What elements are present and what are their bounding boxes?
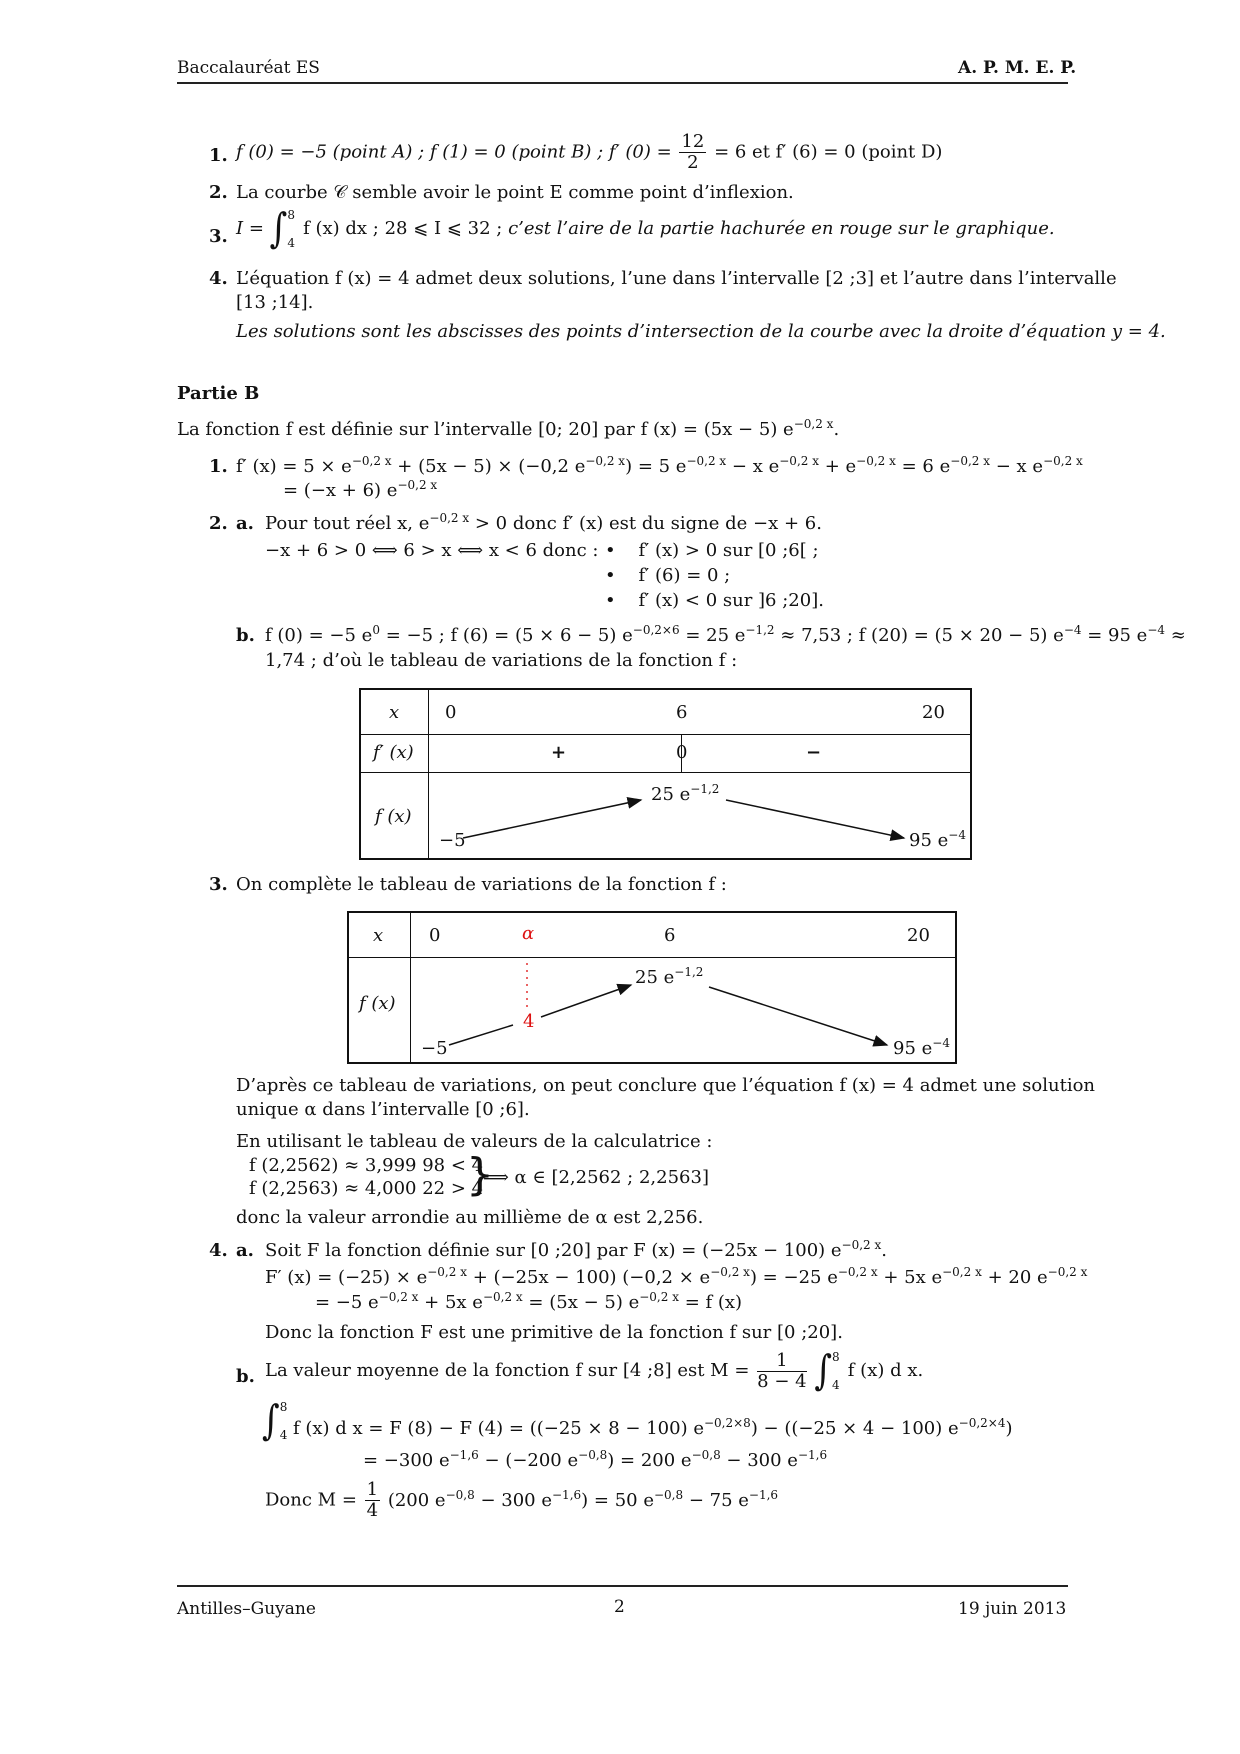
pB-q2a-letter: a. [236,513,254,534]
variation-table-1 [359,688,972,860]
t2-max: 25 $e^{-1,2}$ [635,965,704,988]
integral-sign-2: ∫ [814,1347,833,1395]
t2-start: −5 [421,1038,448,1059]
t1-x0: 0 [445,702,457,723]
pB-q2-number: 2. [209,513,228,534]
header-rule [177,82,1068,84]
q4-number: 4. [209,268,228,289]
pB-q2a-bullet1: • f′ (x) > 0 sur [0 ;6[ ; [605,540,819,561]
t1-f-label: f (x) [375,806,412,827]
t1-plus: + [551,742,567,763]
t1-x-label: x [389,702,400,723]
pB-q3-p1-line1: D’après ce tableau de variations, on peut conclure que l’équation f (x) = 4 admet une solution [236,1075,1096,1096]
pB-q4b-integral: ∫ 8 4 [262,1397,288,1445]
t2-x0: 0 [429,925,441,946]
pB-q3-number: 3. [209,874,228,895]
pB-q4-number: 4. [209,1240,228,1261]
t1-arrow-up [463,800,641,838]
t2-arrow-up-b [541,985,631,1017]
t1-arrows [361,690,970,858]
q4-line1: L’équation f (x) = 4 admet deux solutions, l’une dans l’intervalle [2 ;3] et l’autre dans l’intervalle [236,268,1117,289]
t1-minus: − [806,742,822,763]
pB-q2a-line1: Pour tout réel x, $e^{-0,2 x} > 0$ donc f′ (x) est du signe de −x + 6. [265,511,822,534]
q2-number: 2. [209,182,228,203]
t1-arrow-down [726,800,904,838]
pB-q4b-line2: f (x) d x = F (8) − F (4) = ((−25 × 8 − 100) $e^{-0,2\times 8}) - ((-25 \times 4 - 100)$ $e^{-0,2\times 4}$) [293,1416,1013,1439]
pB-q3-p2: En utilisant le tableau de valeurs de la calculatrice : [236,1131,713,1152]
q1-text-b: = 6 et f′ (6) = 0 (point D) [714,141,943,163]
t1-max: 25 $e^{-1,2}$ [651,782,720,805]
integral-sign-3: ∫ [262,1397,280,1445]
pB-q2a-line2: −x + 6 > 0 ⟺ 6 > x ⟺ x < 6 donc : [265,540,599,561]
pB-q2b-line2: 1,74 ; d’où le tableau de variations de la fonction f : [265,650,738,671]
q1-number: 1. [209,145,228,166]
q1-fraction: $\frac{12}{2}$ [681,131,705,173]
q4-line3: Les solutions sont les abscisses des points d’intersection de la courbe avec la droite d’équation y = 4. [236,321,1166,342]
t2-end: 95 $e^{-4}$ [893,1036,950,1059]
pB-q3-v1: f (2,2562) ≈ 3,999 98 < 4 [249,1155,484,1176]
q4b-fraction-2: $\frac{1}{4}$ [366,1479,379,1521]
page-number: 2 [614,1597,625,1617]
footer-right: 19 juin 2013 [958,1599,1067,1619]
pB-q1-line1: f′ $(x) = 5 \times e^{-0,2 x} + (5x - 5) \times (-0,2$ $e^{-0,2 x}) = 5$ $e^{-0,2 x} - x$ $e^{-0,2 x} + e^{-0,2 x} = 6$ $e^{-0,2 x} - x$ $e^{-0,2 x}$ [236,454,1083,477]
t2-arrow-up-a [449,1025,513,1045]
pB-q4a-line4: Donc la fonction F est une primitive de la fonction f sur [0 ;20]. [265,1322,843,1343]
header-right: A. P. M. E. P. [958,58,1077,78]
pB-q4b-line3: = −300 $e^{-1,6} - (-200$ $e^{-0,8}) = 200$ $e^{-0,8} - 300$ $e^{-1,6}$ [363,1448,828,1471]
t2-arrow-down [709,987,887,1045]
partB-intro: La fonction f est définie sur l’intervalle [0; 20] par f (x) = (5x − 5) $e^{-0,2 x}$. [177,417,840,440]
pB-q2b-line1: f (0) = −5 $e^0 = -5$ ; f (6) = (5 × 6 − 5) $e^{-0,2\times 6} = 25$ $e^{-1,2} \approx 7,53$ ; f (20) = (5 × 20 − 5) $e^{-4} = 95$ $e^{-4}$ ≈ [265,623,1186,646]
pB-q1-number: 1. [209,456,228,477]
t2-arrows [349,913,955,1062]
header-left: Baccalauréat ES [177,58,320,78]
t2-x6: 6 [664,925,676,946]
t2-x-label: x [373,925,384,946]
pB-q4b-line1: La valeur moyenne de la fonction f sur [4 ;8] est M = $\frac{1}{8 - 4}$ ∫ 8 4 f (x) d x. [265,1347,924,1395]
q1-text [236,132,942,173]
variation-table-2 [347,911,957,1064]
pB-q4a-line3: = −5 $e^{-0,2 x} + 5x$ $e^{-0,2 x} = (5x - 5) e^{-0,2 x} = f$ (x) [315,1290,743,1313]
pB-q4a-letter: a. [236,1240,254,1261]
footer-rule [177,1585,1068,1587]
pB-q1-line2: = (−x + 6) $e^{-0,2 x}$ [283,478,438,501]
brace-icon: } [466,1149,494,1200]
q4-line2: [13 ;14]. [236,292,314,313]
t1-x20: 20 [922,702,945,723]
pB-q4b-letter: b. [236,1366,255,1387]
pB-q4a-line1: Soit F la fonction définie sur [0 ;20] par F (x) = (−25x − 100) $e^{-0,2 x}$. [265,1238,888,1261]
pB-q4a-line2: F′ $(x) = (-25) \times e^{-0,2 x} + (-25x - 100) (-0,2 \times e^{-0,2 x}) = -25$ $e^{-0,2 x} + 5x$ $e^{-0,2 x} + 20$ $e^{-0,2 x}$ [265,1265,1088,1288]
pB-q3-intro: On complète le tableau de variations de la fonction f : [236,874,727,895]
t2-alpha: α [522,923,535,944]
pB-q2a-bullet3: • f′ (x) < 0 sur ]6 ;20]. [605,590,824,611]
q1-text-a: f (0) = −5 (point A) ; f (1) = 0 (point B) ; f′ (0) = [236,141,672,163]
partB-title: Partie B [177,383,260,404]
t1-start: −5 [439,830,466,851]
pB-q3-v2: f (2,2563) ≈ 4,000 22 > 4 [249,1178,484,1199]
t2-four: 4 [523,1011,535,1032]
integral-sign: ∫ [269,205,288,253]
pB-q3-impl: ⟹ α ∈ [2,2562 ; 2,2563] [483,1167,709,1188]
t1-zero: 0 [676,742,688,763]
pB-q3-p1-line2: unique α dans l’intervalle [0 ;6]. [236,1099,530,1120]
pB-q2a-bullet2: • f′ (6) = 0 ; [605,565,731,586]
t2-x20: 20 [907,925,930,946]
t1-fp-label: f′ (x) [373,742,414,763]
pB-q4b-line4: Donc M = $\frac{1}{4}$ (200 $e^{-0,8} - 300$ $e^{-1,6}) = 50$ $e^{-0,8} - 75$ $e^{-1,6}$ [265,1479,779,1521]
t2-f-label: f (x) [359,993,396,1014]
q3-text: I = ∫ 8 4 f (x) dx ; 28 ⩽ I ⩽ 32 ; c’est l’aire de la partie hachurée en rouge sur le graphique. [236,205,1055,253]
t1-x6: 6 [676,702,688,723]
q3-number: 3. [209,226,228,247]
q4b-fraction: $\frac{1}{8 - 4}$ [757,1349,807,1392]
t1-end: 95 $e^{-4}$ [909,828,966,851]
q3-limits: 8 4 [287,208,296,250]
footer-left: Antilles–Guyane [177,1599,316,1619]
pB-q2b-letter: b. [236,625,255,646]
pB-q3-concl: donc la valeur arrondie au millième de α est 2,256. [236,1207,704,1228]
q2-text: La courbe 𝒞 semble avoir le point E comme point d’inflexion. [236,182,794,203]
